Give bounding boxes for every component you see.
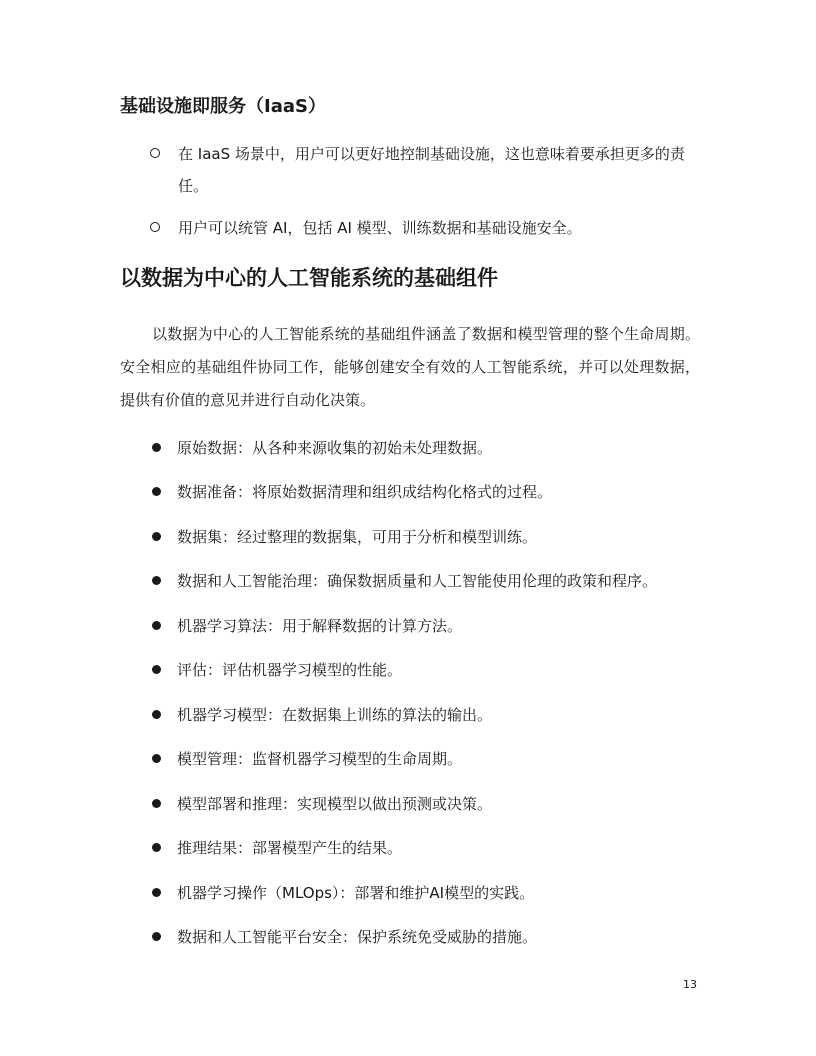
bullet-icon [152,443,161,452]
bullet-icon [152,843,161,852]
list-item-text: 推理结果：部署模型产生的结果。 [177,839,403,858]
list-item [152,692,712,737]
bullet-icon [152,487,161,496]
list-item-text: 机器学习算法：用于解释数据的计算方法。 [177,616,463,635]
hollow-bullet-icon [150,148,160,158]
list-item-text: 数据和人工智能治理：确保数据质量和人工智能使用伦理的政策和程序。 [177,572,658,591]
list-item [152,826,712,871]
main-heading: 以数据为中心的人工智能系统的基础组件 [120,266,498,290]
list-item [152,470,712,515]
list-item [152,870,712,915]
page-number: 13 [683,978,697,991]
bullet-icon [152,754,161,763]
bullet-icon [152,932,161,941]
list-item-text: 在 IaaS 场景中，用户可以更好地控制基础设施，这也意味着要承担更多的责任。 [178,145,685,195]
list-item [152,737,712,782]
list-item-text: 数据和人工智能平台安全：保护系统免受威胁的措施。 [177,928,538,947]
list-item-text: 机器学习操作（MLOps）：部署和维护AI模型的实践。 [177,883,535,902]
list-item [152,781,712,826]
list-item [152,915,712,960]
list-item [152,559,712,604]
list-item [152,514,712,559]
list-item-text: 机器学习模型：在数据集上训练的算法的输出。 [177,705,493,724]
list-item [152,603,712,648]
list-item-text: 数据集：经过整理的数据集，可用于分析和模型训练。 [177,527,538,546]
bullet-icon [152,710,161,719]
list-item-text: 原始数据：从各种来源收集的初始未处理数据。 [177,438,493,457]
iaas-bullet-list [150,138,710,244]
intro-paragraph: 以数据为中心的人工智能系统的基础组件涵盖了数据和模型管理的整个生命周期。安全相应的基础组件协同工作，能够创建安全有效的人工智能系统，并可以处理数据，提供有价值的意见并进行自动化决策。 [120,325,700,409]
bullet-icon [152,532,161,541]
list-item [152,425,712,470]
list-item [152,648,712,693]
bullet-icon [152,665,161,674]
list-item [150,212,710,244]
list-item-text: 模型管理：监督机器学习模型的生命周期。 [177,750,463,769]
list-item-text: 评估：评估机器学习模型的性能。 [177,661,403,680]
bullet-icon [152,799,161,808]
list-item-text: 数据准备：将原始数据清理和组织成结构化格式的过程。 [177,483,553,502]
bullet-icon [152,621,161,630]
section-heading-iaas: 基础设施即服务（IaaS） [120,96,326,117]
list-item-text: 用户可以统管 AI，包括 AI 模型、训练数据和基础设施安全。 [178,219,582,237]
bullet-icon [152,888,161,897]
components-bullet-list [152,425,712,959]
bullet-icon [152,576,161,585]
list-item-text: 模型部署和推理：实现模型以做出预测或决策。 [177,794,493,813]
hollow-bullet-icon [150,222,160,232]
list-item [150,138,710,202]
